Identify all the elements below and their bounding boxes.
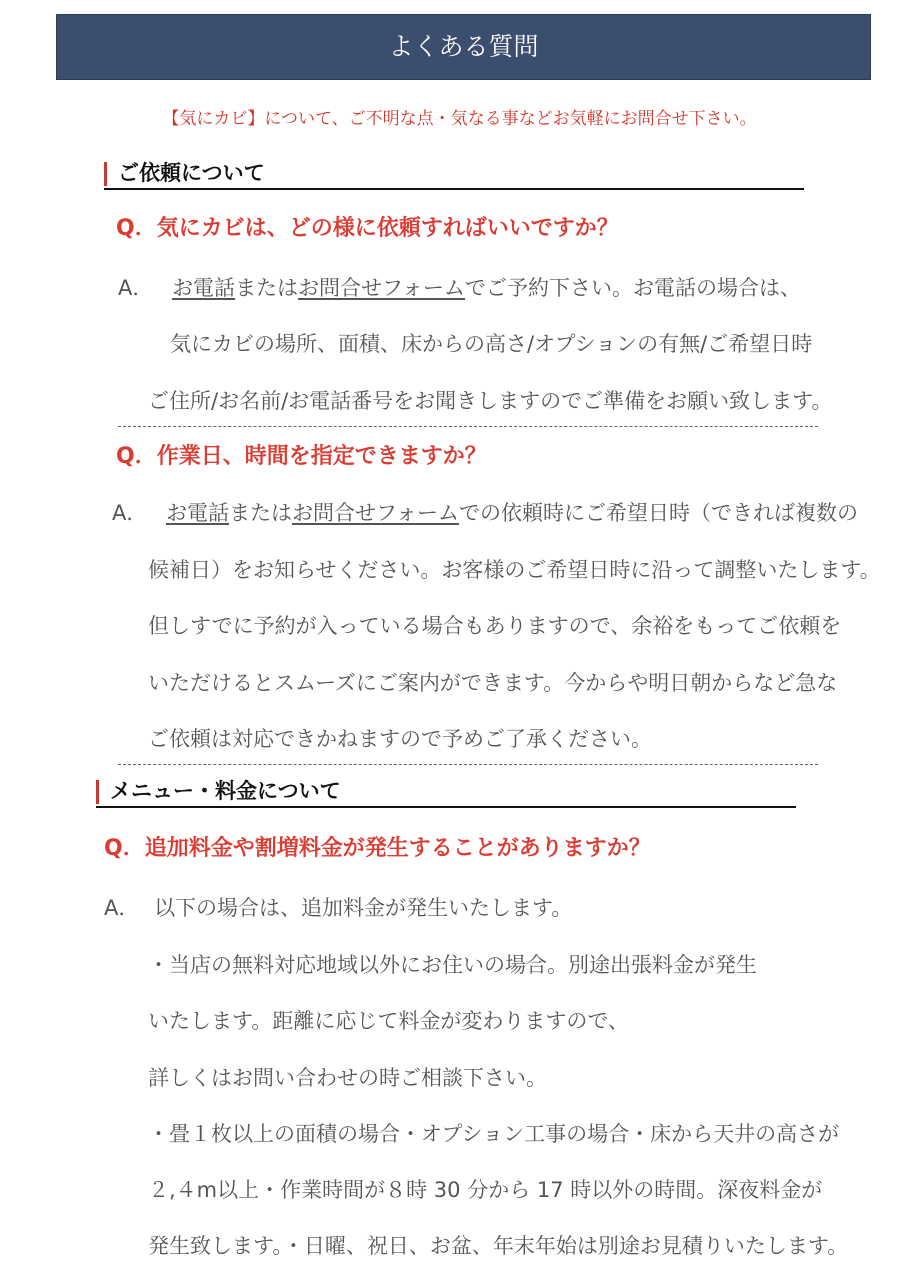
answer-text: または: [229, 501, 293, 525]
answer-line: 発生致します。・日曜、祝日、お盆、年末年始は別途お見積りいたします。: [148, 1234, 849, 1258]
answer-line: ご依頼は対応できかねますので予めご了承ください。: [148, 727, 652, 751]
answer-line: 候補日）をお知らせください。お客様のご希望日時に沿って調整いたします。: [148, 558, 881, 582]
section-heading-request: [104, 160, 804, 190]
answer-text: 以下の場合は、追加料金が発生いたします。: [154, 896, 573, 920]
phone-link[interactable]: お電話: [166, 501, 230, 525]
contact-form-link[interactable]: お問合せフォーム: [298, 276, 466, 300]
section-heading-label: メニュー・料金について: [110, 779, 341, 803]
question-how-to-request: Q．気にカビは、どの様に依頼すればいいですか？: [116, 216, 619, 241]
answer-line: 詳しくはお問い合わせの時ご相談下さい。: [148, 1066, 547, 1090]
dashed-divider: [118, 764, 818, 765]
answer-text: または: [235, 276, 299, 300]
answer-line: [112, 498, 858, 528]
answer-line: [104, 893, 572, 923]
section-heading-menu-pricing: [96, 778, 796, 808]
answer-line: ご住所/お名前/お電話番号をお聞きしますのでご準備をお願い致します。: [148, 389, 833, 413]
contact-form-link[interactable]: お問合せフォーム: [292, 501, 460, 525]
dashed-divider: [118, 426, 818, 427]
question-specify-date: Q．作業日、時間を指定できますか？: [116, 444, 487, 469]
answer-line: ・当店の無料対応地域以外にお住いの場合。別途出張料金が発生: [148, 953, 757, 977]
section-heading-label: ご依頼について: [118, 161, 265, 185]
section-marker: [96, 780, 99, 804]
answer-line: ・畳１枚以上の面積の場合・オプション工事の場合・床から天井の高さが: [148, 1122, 840, 1146]
answer-prefix: A．: [112, 501, 148, 525]
question-extra-charges: Q．追加料金や割増料金が発生することがありますか？: [104, 836, 651, 861]
phone-link[interactable]: お電話: [172, 276, 236, 300]
answer-line: 気にカビの場所、面積、床からの高さ/オプションの有無/ご希望日時: [170, 332, 813, 356]
answer-line: [118, 273, 801, 303]
intro-text: 【気にカビ】について、ご不明な点・気なる事などお気軽にお問合せ下さい。: [162, 109, 757, 129]
answer-prefix: A．: [118, 276, 154, 300]
answer-line: 但しすでに予約が入っている場合もありますので、余裕をもってご依頼を: [148, 614, 842, 638]
answer-line: ２,４m以上・作業時間が８時 30 分から 17 時以外の時間。深夜料金が: [148, 1178, 823, 1202]
page-title: よくある質問: [56, 14, 871, 80]
answer-text: でご予約下さい。お電話の場合は、: [465, 276, 802, 300]
answer-line: いただけるとスムーズにご案内ができます。今からや明日朝からなど急な: [148, 671, 838, 695]
answer-text: での依頼時にご希望日時（できれば複数の: [459, 501, 859, 525]
section-marker: [104, 162, 107, 186]
answer-prefix: A．: [104, 896, 140, 920]
answer-line: いたします。距離に応じて料金が変わりますので、: [148, 1009, 629, 1033]
